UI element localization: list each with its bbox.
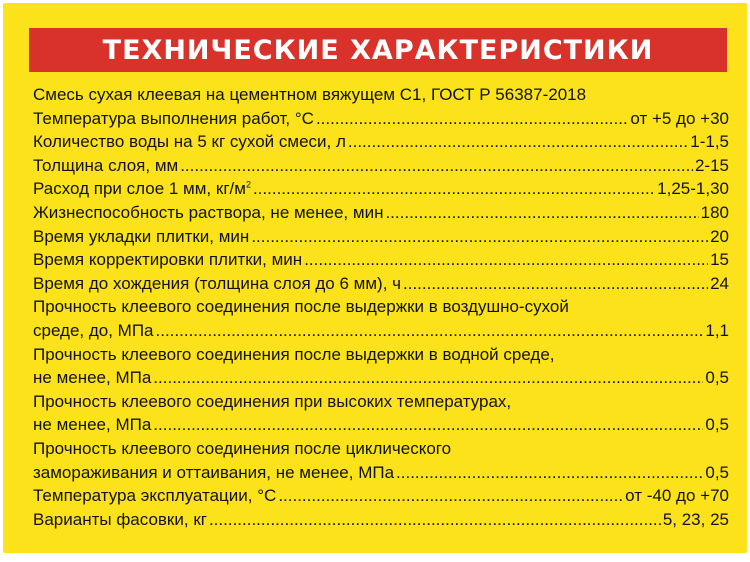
spec-row (33, 272, 729, 296)
spec-row (33, 225, 729, 249)
spec-card (3, 3, 747, 553)
leader-dots (403, 272, 708, 296)
spec-value: 0,5 (705, 462, 729, 482)
spec-label: Варианты фасовки, кг (33, 509, 207, 529)
spec-value: 2-15 (694, 155, 729, 175)
leader-dots (156, 319, 704, 343)
leader-dots (209, 508, 661, 532)
spec-value: 1,1 (705, 320, 729, 340)
leader-dots (348, 130, 688, 154)
spec-row (33, 461, 729, 485)
leader-dots (385, 201, 698, 225)
leader-dots (251, 225, 708, 249)
spec-label: Жизнеспособность раствора, не менее, мин (33, 202, 384, 222)
spec-label-line: Прочность клеевого соединения после циклического (33, 438, 452, 458)
leader-dots (304, 248, 708, 272)
spec-value: 1-1,5 (690, 132, 729, 152)
spec-row (33, 201, 729, 225)
spec-value: 0,5 (705, 368, 729, 388)
spec-value: 1,25-1,30 (657, 179, 729, 199)
spec-row (33, 248, 729, 272)
leader-dots (396, 461, 703, 485)
spec-row (33, 319, 729, 343)
spec-value: от -40 до +70 (625, 486, 729, 506)
leader-dots (180, 154, 693, 178)
spec-label: не менее, МПа (33, 368, 152, 388)
spec-label-line: Прочность клеевого соединения после выдержки в воздушно-сухой (33, 297, 569, 317)
spec-row (33, 413, 729, 437)
spec-value: 20 (710, 226, 729, 246)
spec-label-line: Прочность клеевого соединения после выдержки в водной среде, (33, 344, 555, 364)
spec-row (33, 177, 729, 201)
spec-list (33, 83, 729, 531)
spec-row (33, 484, 729, 508)
intro-line: Смесь сухая клеевая на цементном вяжущем С1, ГОСТ Р 56387-2018 (33, 85, 587, 104)
leader-dots (278, 484, 623, 508)
leader-dots (316, 107, 628, 131)
spec-value: 24 (710, 273, 729, 293)
spec-label: замораживания и оттаивания, не менее, МПа (33, 462, 395, 482)
leader-dots (153, 366, 703, 390)
leader-dots (253, 177, 655, 201)
spec-row (33, 366, 729, 390)
spec-label: Температура эксплуатации, °С (33, 486, 277, 506)
title-banner (29, 28, 727, 72)
spec-value: 180 (700, 202, 729, 222)
spec-value: от +5 до +30 (630, 108, 729, 128)
spec-label: Время до хождения (толщина слоя до 6 мм), ч (33, 273, 402, 293)
spec-label: Толщина слоя, мм (33, 155, 179, 175)
spec-label: Время корректировки плитки, мин (33, 250, 303, 270)
spec-label: среде, до, МПа (33, 320, 154, 340)
leader-dots (153, 413, 703, 437)
spec-label: Температура выполнения работ, °С (33, 108, 314, 128)
spec-row (33, 107, 729, 131)
spec-label: Время укладки плитки, мин (33, 226, 250, 246)
spec-label-line: Прочность клеевого соединения при высоких температурах, (33, 391, 512, 411)
spec-label: не менее, МПа (33, 415, 152, 435)
spec-value: 5, 23, 25 (662, 509, 729, 529)
spec-row (33, 130, 729, 154)
spec-row (33, 154, 729, 178)
spec-row (33, 508, 729, 532)
page-title: ТЕХНИЧЕСКИЕ ХАРАКТЕРИСТИКИ (102, 34, 654, 66)
spec-value: 0,5 (705, 415, 729, 435)
superscript: 2 (245, 179, 251, 190)
spec-value: 15 (710, 250, 729, 270)
spec-label: Количество воды на 5 кг сухой смеси, л (33, 132, 346, 152)
spec-label: Расход при слое 1 мм, $кг/м^2$ (33, 179, 251, 199)
